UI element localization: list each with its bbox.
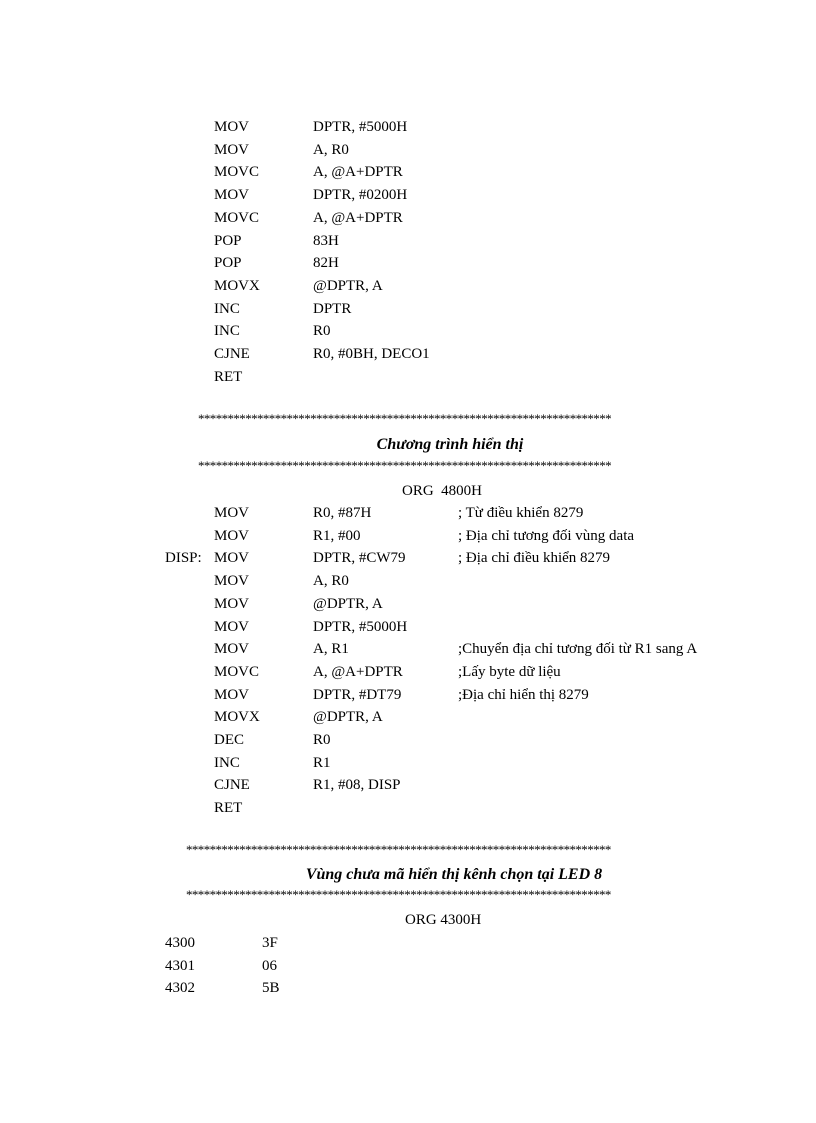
operand: A, @A+DPTR (313, 164, 403, 180)
memory-value: 5B (262, 980, 280, 996)
operand: A, R0 (313, 573, 349, 589)
operand: A, R0 (313, 142, 349, 158)
org-directive: ORG 4800H (402, 483, 483, 499)
code-comment: ;Lấy byte dữ liệu (458, 664, 561, 680)
code-label: DISP: (165, 550, 202, 566)
section-title: Chương trình hiển thị (376, 436, 524, 453)
operand: @DPTR, A (313, 596, 383, 612)
separator-stars: ********************************************************************** (198, 412, 612, 426)
mnemonic: MOVX (214, 278, 260, 294)
memory-address: 4302 (165, 980, 195, 996)
separator-stars: ************************************************************************ (186, 843, 611, 857)
mnemonic: DEC (214, 732, 244, 748)
mnemonic: MOV (214, 528, 250, 544)
operand: DPTR, #5000H (313, 619, 408, 635)
mnemonic: MOVX (214, 709, 260, 725)
mnemonic: INC (214, 301, 240, 317)
mnemonic: MOV (214, 142, 250, 158)
mnemonic: MOV (214, 687, 250, 703)
mnemonic: MOV (214, 573, 250, 589)
operand: R1, #00 (313, 528, 361, 544)
memory-value: 06 (262, 958, 277, 974)
mnemonic: MOV (214, 596, 250, 612)
mnemonic: RET (214, 800, 243, 816)
operand: 82H (313, 255, 339, 271)
mnemonic: MOV (214, 187, 250, 203)
mnemonic: CJNE (214, 777, 250, 793)
memory-address: 4301 (165, 958, 195, 974)
operand: A, @A+DPTR (313, 210, 403, 226)
memory-value: 3F (262, 935, 278, 951)
org-directive: ORG 4300H (405, 912, 482, 928)
mnemonic: CJNE (214, 346, 250, 362)
mnemonic: INC (214, 323, 240, 339)
operand: DPTR, #DT79 (313, 687, 402, 703)
mnemonic: MOV (214, 550, 250, 566)
code-comment: ;Địa chỉ hiển thị 8279 (458, 687, 589, 703)
operand: R0, #87H (313, 505, 372, 521)
operand: R1 (313, 755, 331, 771)
mnemonic: POP (214, 233, 242, 249)
operand: A, R1 (313, 641, 349, 657)
operand: @DPTR, A (313, 709, 383, 725)
operand: A, @A+DPTR (313, 664, 403, 680)
separator-stars: ************************************************************************ (186, 888, 611, 902)
mnemonic: MOVC (214, 164, 260, 180)
operand: DPTR, #5000H (313, 119, 408, 135)
code-comment: ; Địa chỉ điều khiển 8279 (458, 550, 611, 566)
mnemonic: INC (214, 755, 240, 771)
mnemonic: MOVC (214, 664, 260, 680)
operand: R1, #08, DISP (313, 777, 401, 793)
code-comment: ;Chuyển địa chỉ tương đối từ R1 sang A (458, 641, 698, 657)
operand: DPTR, #CW79 (313, 550, 406, 566)
operand: R0 (313, 323, 331, 339)
separator-stars: ********************************************************************** (198, 459, 612, 473)
operand: DPTR (313, 301, 352, 317)
operand: R0 (313, 732, 331, 748)
operand: @DPTR, A (313, 278, 383, 294)
mnemonic: MOV (214, 641, 250, 657)
operand: R0, #0BH, DECO1 (313, 346, 430, 362)
code-comment: ; Từ điều khiển 8279 (458, 505, 584, 521)
memory-address: 4300 (165, 935, 195, 951)
mnemonic: MOV (214, 505, 250, 521)
mnemonic: MOV (214, 619, 250, 635)
operand: 83H (313, 233, 339, 249)
mnemonic: MOVC (214, 210, 260, 226)
mnemonic: RET (214, 369, 243, 385)
mnemonic: POP (214, 255, 242, 271)
section-title: Vùng chưa mã hiển thị kênh chọn tại LED 8 (305, 866, 603, 883)
mnemonic: MOV (214, 119, 250, 135)
code-comment: ; Địa chỉ tương đối vùng data (458, 528, 635, 544)
operand: DPTR, #0200H (313, 187, 408, 203)
